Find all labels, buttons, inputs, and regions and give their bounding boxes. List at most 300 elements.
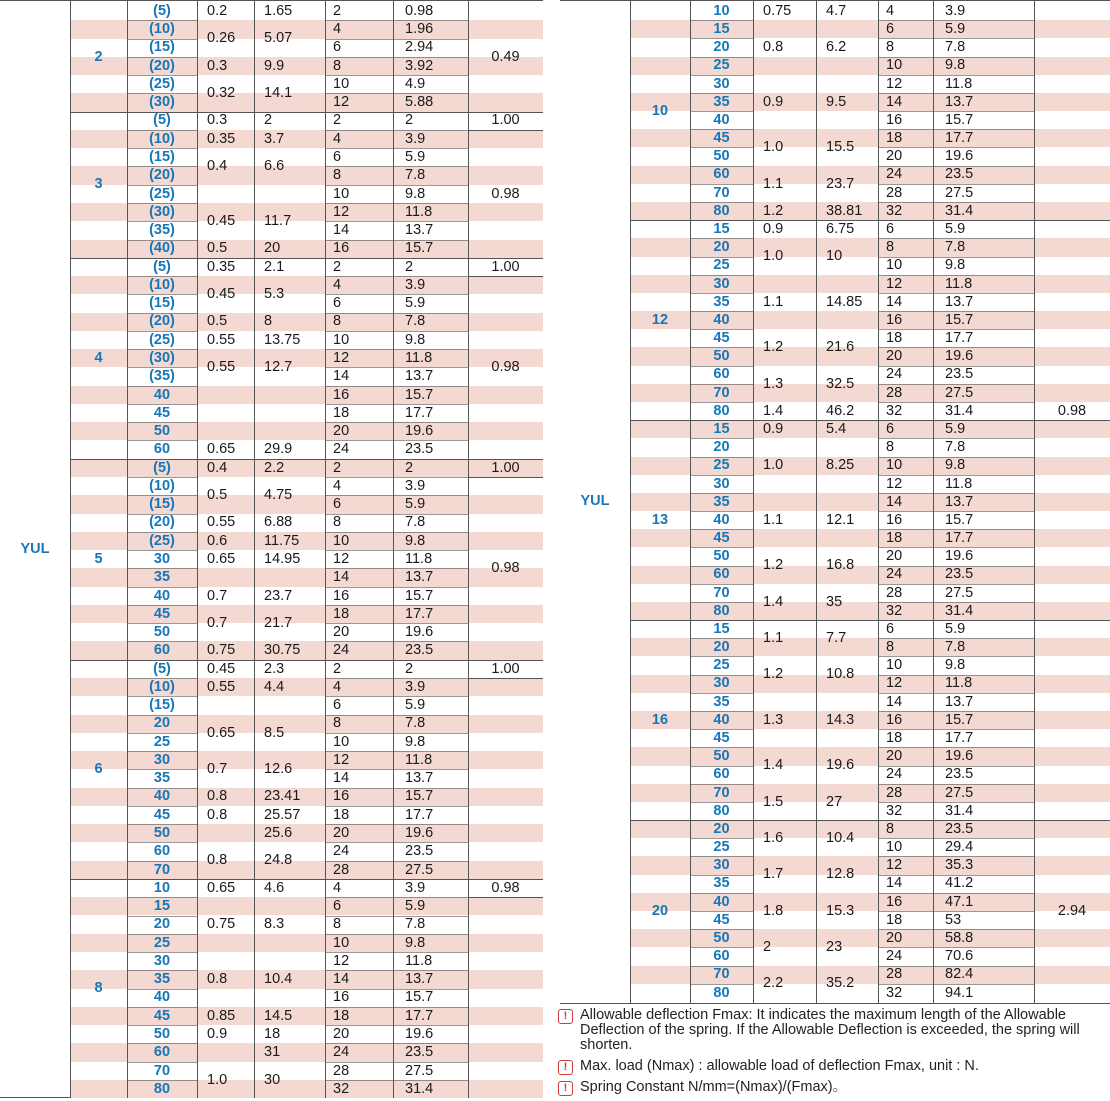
free-length-cell: 80 xyxy=(713,202,730,219)
free-length-cell: 80 xyxy=(153,1080,171,1097)
spring-constant-cell: 2.94 xyxy=(1057,902,1087,919)
outer-diameter-label: 3 xyxy=(94,176,103,193)
wire-diameter-cell: 1.4 xyxy=(763,402,784,419)
deflection-cell: 4 xyxy=(886,2,895,19)
deflection-cell: 16 xyxy=(333,788,350,805)
free-length-cell: (20) xyxy=(149,57,175,74)
free-length-cell: 40 xyxy=(153,989,171,1006)
free-length-cell: (10) xyxy=(149,276,175,293)
max-load-cell: 4.75 xyxy=(264,487,293,504)
deflection-cell: 12 xyxy=(886,475,903,492)
wire-diameter-cell: 0.2 xyxy=(207,2,228,19)
wire-diameter-cell: 0.3 xyxy=(207,112,228,129)
deflection-cell: 8 xyxy=(333,514,342,531)
free-length-cell: 60 xyxy=(153,441,171,458)
deflection-cell: 14 xyxy=(886,693,903,710)
series-label: YUL xyxy=(20,540,50,557)
deflection-cell: 16 xyxy=(886,893,903,910)
free-length-cell: (15) xyxy=(149,697,175,714)
free-length-cell: 80 xyxy=(713,802,730,819)
free-length-cell: 40 xyxy=(713,893,730,910)
outer-diameter-label: 5 xyxy=(94,550,103,567)
free-length-cell: (10) xyxy=(149,130,175,147)
free-length-cell: 35 xyxy=(713,693,730,710)
deflection-cell: 20 xyxy=(333,825,350,842)
max-load-cell: 31 xyxy=(264,1044,281,1061)
deflection-cell: 12 xyxy=(333,550,350,567)
wire-diameter-cell: 0.4 xyxy=(207,158,228,175)
load-cell: 13.7 xyxy=(945,693,974,710)
deflection-cell: 8 xyxy=(886,239,895,256)
load-cell: 23.5 xyxy=(945,166,974,183)
free-length-cell: (25) xyxy=(149,75,175,92)
free-length-cell: 45 xyxy=(713,530,730,547)
spring-constant-cell: 1.00 xyxy=(491,459,520,476)
deflection-cell: 10 xyxy=(886,457,903,474)
free-length-cell: 30 xyxy=(713,857,730,874)
max-load-cell: 2 xyxy=(264,112,273,129)
max-load-cell: 8.3 xyxy=(264,916,285,933)
free-length-cell: (30) xyxy=(149,94,175,111)
deflection-cell: 6 xyxy=(886,21,895,37)
max-load-cell: 24.8 xyxy=(264,852,293,869)
max-load-cell: 32.5 xyxy=(826,375,855,392)
wire-diameter-cell: 0.7 xyxy=(207,587,228,604)
wire-diameter-cell: 0.6 xyxy=(207,532,228,549)
load-cell: 5.9 xyxy=(405,149,426,166)
load-cell: 2 xyxy=(405,258,414,275)
max-load-cell: 10.8 xyxy=(826,666,855,683)
wire-diameter-cell: 0.45 xyxy=(207,286,236,303)
free-length-cell: (20) xyxy=(149,514,175,531)
free-length-cell: 40 xyxy=(713,511,730,528)
wire-diameter-cell: 1.0 xyxy=(763,457,784,474)
free-length-cell: (10) xyxy=(149,678,175,695)
load-cell: 2 xyxy=(405,112,414,129)
max-load-cell: 19.6 xyxy=(826,757,855,774)
wire-diameter-cell: 1.0 xyxy=(207,1071,228,1088)
load-cell: 11.8 xyxy=(945,75,973,92)
free-length-cell: 15 xyxy=(713,420,730,437)
deflection-cell: 28 xyxy=(886,784,903,801)
max-load-cell: 5.07 xyxy=(264,30,293,47)
load-cell: 5.9 xyxy=(405,295,426,312)
load-cell: 13.7 xyxy=(405,770,434,787)
wire-diameter-cell: 1.3 xyxy=(763,711,784,728)
wire-diameter-cell: 1.1 xyxy=(763,511,784,528)
wire-diameter-cell: 1.3 xyxy=(763,375,784,392)
note-text: Allowable deflection Fmax: It indicates the maximum length of the Allowable Deflection of the spring. If the Allowable Deflection is exceeded, the spring will shorten. xyxy=(580,1007,1080,1053)
free-length-cell: (35) xyxy=(149,368,175,385)
load-cell: 70.6 xyxy=(945,948,974,965)
alert-icon: ! xyxy=(558,1009,573,1024)
load-cell: 23.5 xyxy=(405,843,434,860)
free-length-cell: 70 xyxy=(713,966,730,983)
deflection-cell: 8 xyxy=(333,57,342,74)
load-cell: 15.7 xyxy=(945,311,974,328)
max-load-cell: 3.7 xyxy=(264,130,285,147)
deflection-cell: 14 xyxy=(886,93,903,110)
wire-diameter-cell: 2.2 xyxy=(763,975,784,992)
wire-diameter-cell: 0.26 xyxy=(207,30,236,47)
load-cell: 53 xyxy=(945,911,962,928)
wire-diameter-cell: 1.0 xyxy=(763,139,784,156)
wire-diameter-cell: 1.1 xyxy=(763,630,784,647)
note-text: Max. load (Nmax) : allowable load of deflection Fmax, unit : N. xyxy=(580,1058,979,1074)
load-cell: 15.7 xyxy=(945,111,974,128)
load-cell: 9.8 xyxy=(945,257,966,274)
note-item xyxy=(558,1059,1108,1074)
deflection-cell: 32 xyxy=(886,202,903,219)
load-cell: 5.88 xyxy=(405,94,434,111)
load-cell: 9.8 xyxy=(945,57,966,74)
free-length-cell: 70 xyxy=(153,1062,171,1079)
outer-diameter-label: 10 xyxy=(651,102,669,119)
load-cell: 7.8 xyxy=(945,239,966,256)
load-cell: 7.8 xyxy=(405,514,426,531)
max-load-cell: 30 xyxy=(264,1071,281,1088)
load-cell: 23.5 xyxy=(945,766,974,783)
deflection-cell: 32 xyxy=(886,984,903,1001)
load-cell: 3.9 xyxy=(945,2,966,19)
load-cell: 13.7 xyxy=(945,493,974,510)
load-cell: 5.9 xyxy=(405,697,426,714)
max-load-cell: 21.7 xyxy=(264,614,293,631)
free-length-cell: 35 xyxy=(153,770,171,787)
max-load-cell: 9.9 xyxy=(264,57,285,74)
spring-constant-cell: 0.98 xyxy=(491,359,520,376)
free-length-cell: 60 xyxy=(713,166,730,183)
free-length-cell: 30 xyxy=(153,550,171,567)
load-cell: 27.5 xyxy=(945,384,974,401)
deflection-cell: 12 xyxy=(333,350,350,366)
deflection-cell: 18 xyxy=(886,130,903,147)
spring-constant-cell: 1.00 xyxy=(491,258,520,275)
free-length-cell: 70 xyxy=(713,584,730,601)
outer-diameter-label: 20 xyxy=(651,902,669,919)
deflection-cell: 24 xyxy=(886,766,903,783)
deflection-cell: 2 xyxy=(333,660,342,677)
max-load-cell: 5.3 xyxy=(264,286,285,303)
load-cell: 19.6 xyxy=(945,748,974,765)
outer-diameter-label: 16 xyxy=(651,711,669,728)
deflection-cell: 12 xyxy=(886,275,903,292)
free-length-cell: 40 xyxy=(153,788,171,805)
max-load-cell: 2.1 xyxy=(264,258,285,275)
free-length-cell: (30) xyxy=(149,203,175,220)
free-length-cell: 25 xyxy=(713,57,730,74)
load-cell: 94.1 xyxy=(945,984,974,1001)
free-length-cell: 45 xyxy=(153,404,171,421)
free-length-cell: (5) xyxy=(153,660,171,677)
free-length-cell: 25 xyxy=(713,257,730,274)
free-length-cell: 60 xyxy=(713,766,730,783)
load-cell: 41.2 xyxy=(945,875,974,892)
deflection-cell: 8 xyxy=(886,820,895,837)
deflection-cell: 12 xyxy=(333,952,350,969)
load-cell: 11.8 xyxy=(945,275,973,292)
deflection-cell: 20 xyxy=(333,624,350,641)
free-length-cell: 40 xyxy=(713,111,730,128)
free-length-cell: (5) xyxy=(153,2,171,19)
deflection-cell: 6 xyxy=(333,39,342,56)
deflection-cell: 10 xyxy=(333,733,350,750)
load-cell: 13.7 xyxy=(405,368,434,385)
deflection-cell: 16 xyxy=(333,386,350,403)
load-cell: 3.9 xyxy=(405,477,426,494)
max-load-cell: 13.75 xyxy=(264,331,301,348)
load-cell: 15.7 xyxy=(945,511,974,528)
load-cell: 9.8 xyxy=(405,733,426,750)
load-cell: 3.9 xyxy=(405,678,426,695)
deflection-cell: 12 xyxy=(886,75,903,92)
load-cell: 17.7 xyxy=(405,605,434,622)
deflection-cell: 18 xyxy=(333,404,350,421)
deflection-cell: 10 xyxy=(886,57,903,74)
load-cell: 23.5 xyxy=(945,566,974,583)
load-cell: 31.4 xyxy=(945,802,974,819)
wire-diameter-cell: 0.7 xyxy=(207,761,228,778)
deflection-cell: 10 xyxy=(333,934,350,951)
wire-diameter-cell: 0.65 xyxy=(207,441,236,458)
deflection-cell: 18 xyxy=(333,806,350,823)
max-load-cell: 12.7 xyxy=(264,359,293,376)
outer-diameter-label: 4 xyxy=(94,350,103,366)
note-item xyxy=(558,1008,1108,1053)
load-cell: 17.7 xyxy=(945,530,974,547)
note-text: Spring Constant N/mm=(Nmax)/(Fmax)。 xyxy=(580,1079,848,1095)
free-length-cell: 15 xyxy=(713,620,730,637)
wire-diameter-cell: 1.7 xyxy=(763,866,784,883)
load-cell: 15.7 xyxy=(945,711,974,728)
free-length-cell: (40) xyxy=(149,240,175,257)
load-cell: 17.7 xyxy=(945,330,974,347)
max-load-cell: 4.4 xyxy=(264,678,285,695)
load-cell: 11.8 xyxy=(945,675,973,692)
free-length-cell: 30 xyxy=(713,75,730,92)
deflection-cell: 4 xyxy=(333,276,342,293)
load-cell: 9.8 xyxy=(405,331,426,348)
wire-diameter-cell: 0.75 xyxy=(207,642,236,659)
load-cell: 31.4 xyxy=(945,202,974,219)
load-cell: 47.1 xyxy=(945,893,974,910)
max-load-cell: 15.5 xyxy=(826,139,855,156)
deflection-cell: 28 xyxy=(333,861,350,878)
wire-diameter-cell: 0.75 xyxy=(763,2,792,19)
free-length-cell: 25 xyxy=(153,934,171,951)
deflection-cell: 12 xyxy=(333,203,350,220)
free-length-cell: 30 xyxy=(153,751,171,768)
free-length-cell: 80 xyxy=(713,602,730,619)
free-length-cell: (35) xyxy=(149,222,175,239)
max-load-cell: 23.7 xyxy=(826,175,855,192)
spring-constant-cell: 1.00 xyxy=(491,660,520,677)
wire-diameter-cell: 0.9 xyxy=(763,220,784,237)
load-cell: 15.7 xyxy=(405,240,434,257)
max-load-cell: 6.88 xyxy=(264,514,293,531)
load-cell: 13.7 xyxy=(945,93,974,110)
deflection-cell: 24 xyxy=(886,166,903,183)
free-length-cell: 15 xyxy=(713,21,730,37)
free-length-cell: 40 xyxy=(153,587,171,604)
deflection-cell: 14 xyxy=(333,569,350,586)
free-length-cell: 50 xyxy=(153,1025,171,1042)
deflection-cell: 20 xyxy=(886,548,903,565)
load-cell: 11.8 xyxy=(405,751,433,768)
deflection-cell: 16 xyxy=(333,587,350,604)
deflection-cell: 10 xyxy=(333,532,350,549)
max-load-cell: 29.9 xyxy=(264,441,293,458)
spring-constant-cell: 0.98 xyxy=(1057,402,1087,419)
free-length-cell: 20 xyxy=(713,639,730,656)
free-length-cell: 50 xyxy=(713,548,730,565)
load-cell: 7.8 xyxy=(405,313,426,330)
alert-icon: ! xyxy=(558,1060,573,1075)
table-bottom-border xyxy=(560,1003,1110,1004)
wire-diameter-cell: 0.5 xyxy=(207,313,228,330)
wire-diameter-cell: 0.35 xyxy=(207,258,236,275)
free-length-cell: 30 xyxy=(713,275,730,292)
free-length-cell: 45 xyxy=(713,330,730,347)
alert-icon: ! xyxy=(558,1081,573,1096)
spring-constant-cell: 0.98 xyxy=(491,185,520,202)
load-cell: 9.8 xyxy=(405,532,426,549)
max-load-cell: 35.2 xyxy=(826,975,855,992)
wire-diameter-cell: 1.4 xyxy=(763,593,784,610)
free-length-cell: 40 xyxy=(713,711,730,728)
column-divider xyxy=(197,0,198,1098)
deflection-cell: 4 xyxy=(333,678,342,695)
deflection-cell: 18 xyxy=(886,730,903,747)
deflection-cell: 4 xyxy=(333,130,342,147)
wire-diameter-cell: 0.9 xyxy=(763,420,784,437)
load-cell: 9.8 xyxy=(945,657,966,674)
free-length-cell: 30 xyxy=(713,675,730,692)
deflection-cell: 10 xyxy=(886,257,903,274)
free-length-cell: 70 xyxy=(713,784,730,801)
wire-diameter-cell: 1.0 xyxy=(763,248,784,265)
free-length-cell: 50 xyxy=(153,825,171,842)
deflection-cell: 10 xyxy=(333,185,350,202)
max-load-cell: 20 xyxy=(264,240,281,257)
max-load-cell: 25.6 xyxy=(264,825,293,842)
max-load-cell: 6.2 xyxy=(826,39,847,56)
free-length-cell: (5) xyxy=(153,459,171,476)
wire-diameter-cell: 0.9 xyxy=(763,93,784,110)
wire-diameter-cell: 1.8 xyxy=(763,902,784,919)
max-load-cell: 4.6 xyxy=(264,879,285,896)
deflection-cell: 8 xyxy=(333,313,342,330)
load-cell: 17.7 xyxy=(405,806,434,823)
free-length-cell: (25) xyxy=(149,185,175,202)
wire-diameter-cell: 0.55 xyxy=(207,331,236,348)
load-cell: 31.4 xyxy=(405,1080,434,1097)
deflection-cell: 14 xyxy=(886,493,903,510)
load-cell: 5.9 xyxy=(405,496,426,513)
free-length-cell: 20 xyxy=(713,39,730,56)
free-length-cell: 60 xyxy=(153,843,171,860)
deflection-cell: 8 xyxy=(333,916,342,933)
max-load-cell: 11.75 xyxy=(264,532,300,549)
load-cell: 19.6 xyxy=(405,825,434,842)
deflection-cell: 32 xyxy=(333,1080,350,1097)
deflection-cell: 10 xyxy=(886,657,903,674)
spring-constant-cell: 1.00 xyxy=(491,112,520,129)
load-cell: 31.4 xyxy=(945,602,974,619)
free-length-cell: 80 xyxy=(713,402,730,419)
wire-diameter-cell: 0.55 xyxy=(207,359,236,376)
wire-diameter-cell: 0.7 xyxy=(207,614,228,631)
load-cell: 7.8 xyxy=(405,167,426,184)
free-length-cell: 35 xyxy=(713,93,730,110)
load-cell: 2 xyxy=(405,660,414,677)
free-length-cell: 30 xyxy=(153,952,171,969)
wire-diameter-cell: 0.3 xyxy=(207,57,228,74)
free-length-cell: (20) xyxy=(149,313,175,330)
load-cell: 9.8 xyxy=(405,934,426,951)
free-length-cell: 20 xyxy=(713,439,730,456)
wire-diameter-cell: 0.65 xyxy=(207,550,236,567)
free-length-cell: 60 xyxy=(713,566,730,583)
deflection-cell: 8 xyxy=(886,39,895,56)
wire-diameter-cell: 0.8 xyxy=(763,39,784,56)
max-load-cell: 15.3 xyxy=(826,902,855,919)
free-length-cell: (25) xyxy=(149,532,175,549)
load-cell: 27.5 xyxy=(945,184,974,201)
free-length-cell: 20 xyxy=(713,239,730,256)
deflection-cell: 6 xyxy=(333,149,342,166)
deflection-cell: 6 xyxy=(333,496,342,513)
load-cell: 17.7 xyxy=(405,404,434,421)
load-cell: 9.8 xyxy=(405,185,426,202)
wire-diameter-cell: 0.35 xyxy=(207,130,236,147)
free-length-cell: 70 xyxy=(713,184,730,201)
outer-diameter-label: 12 xyxy=(651,311,669,328)
deflection-cell: 16 xyxy=(333,989,350,1006)
free-length-cell: 10 xyxy=(153,879,171,896)
max-load-cell: 6.6 xyxy=(264,158,285,175)
wire-diameter-cell: 1.2 xyxy=(763,666,784,683)
load-cell: 27.5 xyxy=(945,784,974,801)
free-length-cell: 15 xyxy=(153,898,171,915)
spring-constant-cell: 0.49 xyxy=(491,48,520,65)
spring-constant-cell: 0.98 xyxy=(491,560,520,577)
free-length-cell: 45 xyxy=(713,130,730,147)
column-divider xyxy=(816,0,817,1004)
max-load-cell: 12.1 xyxy=(826,511,855,528)
load-cell: 5.9 xyxy=(945,21,966,37)
notes-section xyxy=(558,1008,1108,1101)
free-length-cell: 35 xyxy=(153,971,171,988)
deflection-cell: 12 xyxy=(886,675,903,692)
column-divider xyxy=(878,0,879,1004)
deflection-cell: 16 xyxy=(886,111,903,128)
load-cell: 5.9 xyxy=(405,898,426,915)
max-load-cell: 11.7 xyxy=(264,212,292,229)
load-cell: 19.6 xyxy=(945,548,974,565)
deflection-cell: 12 xyxy=(333,94,350,111)
free-length-cell: 35 xyxy=(153,569,171,586)
deflection-cell: 24 xyxy=(886,566,903,583)
free-length-cell: (30) xyxy=(149,350,175,366)
free-length-cell: 70 xyxy=(153,861,171,878)
load-cell: 5.9 xyxy=(945,420,966,437)
deflection-cell: 12 xyxy=(886,857,903,874)
deflection-cell: 18 xyxy=(886,911,903,928)
max-load-cell: 16.8 xyxy=(826,557,855,574)
load-cell: 3.92 xyxy=(405,57,434,74)
deflection-cell: 32 xyxy=(886,802,903,819)
